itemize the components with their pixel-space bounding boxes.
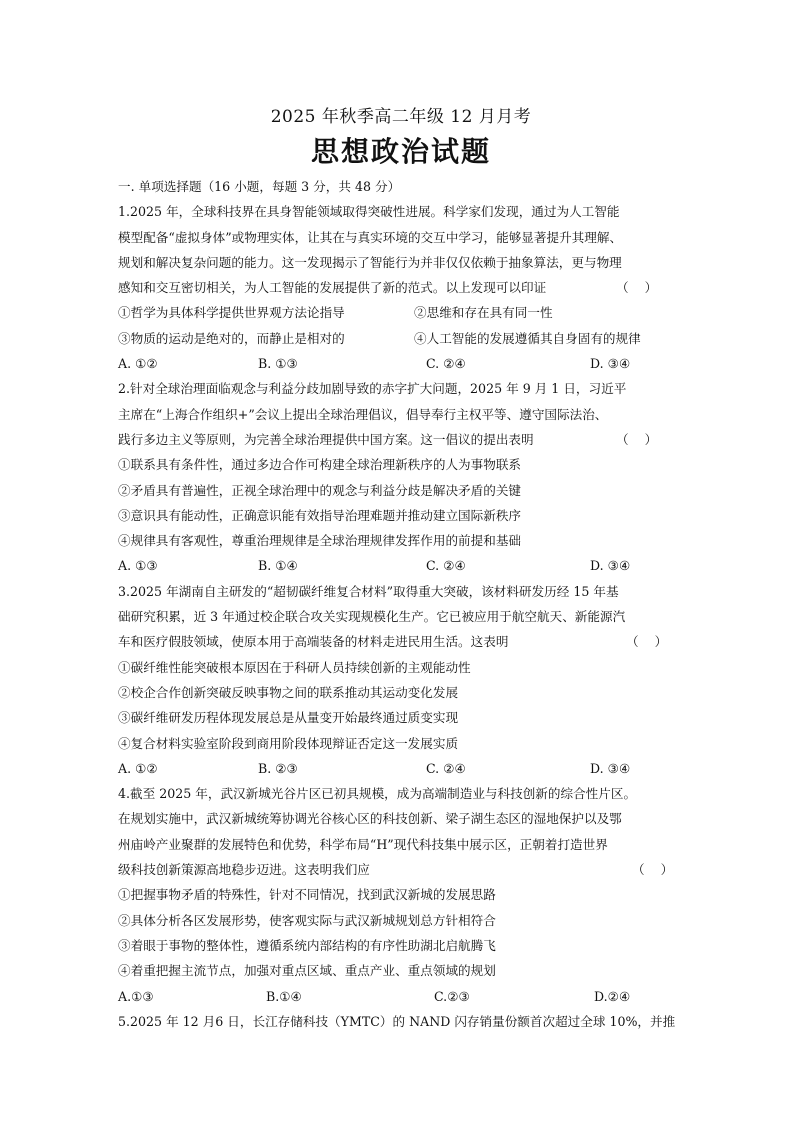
option-b: B.①④ <box>266 988 302 1004</box>
question-text-line: 3.2025 年湖南自主研发的“超韧碳纤维复合材料”取得重大突破，该材料研发历经 15 年基 <box>118 583 619 599</box>
statement-2: ②校企合作创新突破反映事物之间的联系推动其运动变化发展 <box>118 684 459 700</box>
options-row <box>118 756 684 781</box>
question-4 <box>118 781 684 1009</box>
question-text-line: 模型配备“虚拟身体”或物理实体，让其在与真实环境的交互中学习，能够显著提升其理解、 <box>118 229 623 245</box>
option-a: A. ①② <box>118 356 158 372</box>
options-row <box>118 351 684 376</box>
answer-paren: （ ） <box>626 634 668 650</box>
option-a: A. ①② <box>118 760 158 776</box>
statement-2: ②具体分析各区发展形势，使客观实际与武汉新城规划总方针相符合 <box>118 912 496 928</box>
option-d: D. ③④ <box>590 558 631 574</box>
statement-3: ③意识具有能动性，正确意识能有效指导治理难题并推动建立国际新秩序 <box>118 507 521 523</box>
option-d: D.②④ <box>594 988 631 1004</box>
answer-paren: （ ） <box>632 862 674 878</box>
answer-paren: （ ） <box>616 431 658 447</box>
statement-4: ④规律具有客观性，尊重治理规律是全球治理规律发挥作用的前提和基础 <box>118 533 521 549</box>
statement-3: ③碳纤维研发历程体现发展总是从量变开始最终通过质变实现 <box>118 710 459 726</box>
question-text-line <box>118 427 684 452</box>
statement-1: ①哲学为具体科学提供世界观方法论指导 <box>118 305 345 321</box>
option-c: C. ②④ <box>426 760 466 776</box>
options-row <box>118 984 684 1009</box>
question-text-line: 主席在“上海合作组织+”会议上提出全球治理倡议，倡导奉行主权平等、遵守国际法治、 <box>118 406 608 422</box>
question-text-line <box>118 275 684 300</box>
statement-3: ③物质的运动是绝对的，而静止是相对的 <box>118 330 345 346</box>
option-c: C. ②④ <box>426 558 466 574</box>
exam-title: 2025 年秋季高二年级 12 月月考 <box>270 107 532 127</box>
exam-page <box>118 104 684 1034</box>
question-text-line: 规划和解决复杂问题的能力。这一发现揭示了智能行为并非仅仅依赖于抽象算法，更与物理 <box>118 254 622 270</box>
question-5 <box>118 1009 684 1034</box>
statement-2: ②矛盾具有普遍性，正视全球治理中的观念与利益分歧是解决矛盾的关键 <box>118 482 521 498</box>
statement-4: ④复合材料实验室阶段到商用阶段体现辩证否定这一发展实质 <box>118 735 459 751</box>
section-heading: 一. 单项选择题（16 小题，每题 3 分，共 48 分） <box>118 179 401 194</box>
statement-row <box>118 300 684 325</box>
question-text: 感知和交互密切相关，为人工智能的发展提供了新的范式。以上发现可以印证 <box>118 280 547 296</box>
question-2 <box>118 376 684 578</box>
statement-row <box>118 326 684 351</box>
statement-1: ①把握事物矛盾的特殊性，针对不同情况，找到武汉新城的发展思路 <box>118 887 496 903</box>
statement-1: ①联系具有条件性，通过多边合作可构建全球治理新秩序的人为事物联系 <box>118 457 521 473</box>
option-a: A.①③ <box>118 988 154 1004</box>
statement-2: ②思维和存在具有同一性 <box>414 305 553 321</box>
option-b: B. ①③ <box>258 356 298 372</box>
question-text-line <box>118 857 684 882</box>
option-a: A. ①③ <box>118 558 158 574</box>
question-text-line: 1.2025 年，全球科技界在具身智能领域取得突破性进展。科学家们发现，通过为人工智能 <box>118 204 620 220</box>
question-text-line: 础研究积累，近 3 年通过校企联合攻关实现规模化生产。它已被应用于航空航天、新能源汽 <box>118 609 626 625</box>
question-1 <box>118 199 684 376</box>
statement-4: ④着重把握主流节点，加强对重点区域、重点产业、重点领域的规划 <box>118 963 496 979</box>
options-row <box>118 553 684 578</box>
option-b: B. ①④ <box>258 558 298 574</box>
option-b: B. ②③ <box>258 760 298 776</box>
question-text: 践行多边主义等原则，为完善全球治理提供中国方案。这一倡议的提出表明 <box>118 431 534 447</box>
statement-1: ①碳纤维性能突破根本原因在于科研人员持续创新的主观能动性 <box>118 659 471 675</box>
question-text-line: 在规划实施中，武汉新城统筹协调光谷核心区的科技创新、梁子湖生态区的湿地保护以及鄂 <box>118 811 622 827</box>
question-text-line: 2.针对全球治理面临观念与利益分歧加剧导致的赤字扩大问题，2025 年 9 月 1 日，习近平 <box>118 381 627 397</box>
option-c: C. ②④ <box>426 356 466 372</box>
option-d: D. ③④ <box>590 760 631 776</box>
subject-title: 思想政治试题 <box>310 135 491 168</box>
question-text: 级科技创新策源高地稳步迈进。这表明我们应 <box>118 862 370 878</box>
question-text-line: 4.截至 2025 年，武汉新城光谷片区已初具规模，成为高端制造业与科技创新的综合性片区。 <box>118 786 637 802</box>
question-text-line: 州庙岭产业聚群的发展特色和优势，科学布局“H”现代科技集中展示区，正朝着打造世界 <box>118 836 608 852</box>
option-c: C.②③ <box>434 988 470 1004</box>
statement-3: ③着眼于事物的整体性，遵循系统内部结构的有序性助湖北启航腾飞 <box>118 937 496 953</box>
statement-4: ④人工智能的发展遵循其自身固有的规律 <box>414 330 641 346</box>
question-3 <box>118 579 684 781</box>
question-text: 车和医疗假肢领域，使原本用于高端装备的材料走进民用生活。这表明 <box>118 634 509 650</box>
question-text-line: 5.2025 年 12 月6 日，长江存储科技（YMTC）的 NAND 闪存销量份额首次超过全球 10%，并推 <box>118 1013 676 1029</box>
answer-paren: （ ） <box>616 280 658 296</box>
option-d: D. ③④ <box>590 356 631 372</box>
question-text-line <box>118 629 684 654</box>
